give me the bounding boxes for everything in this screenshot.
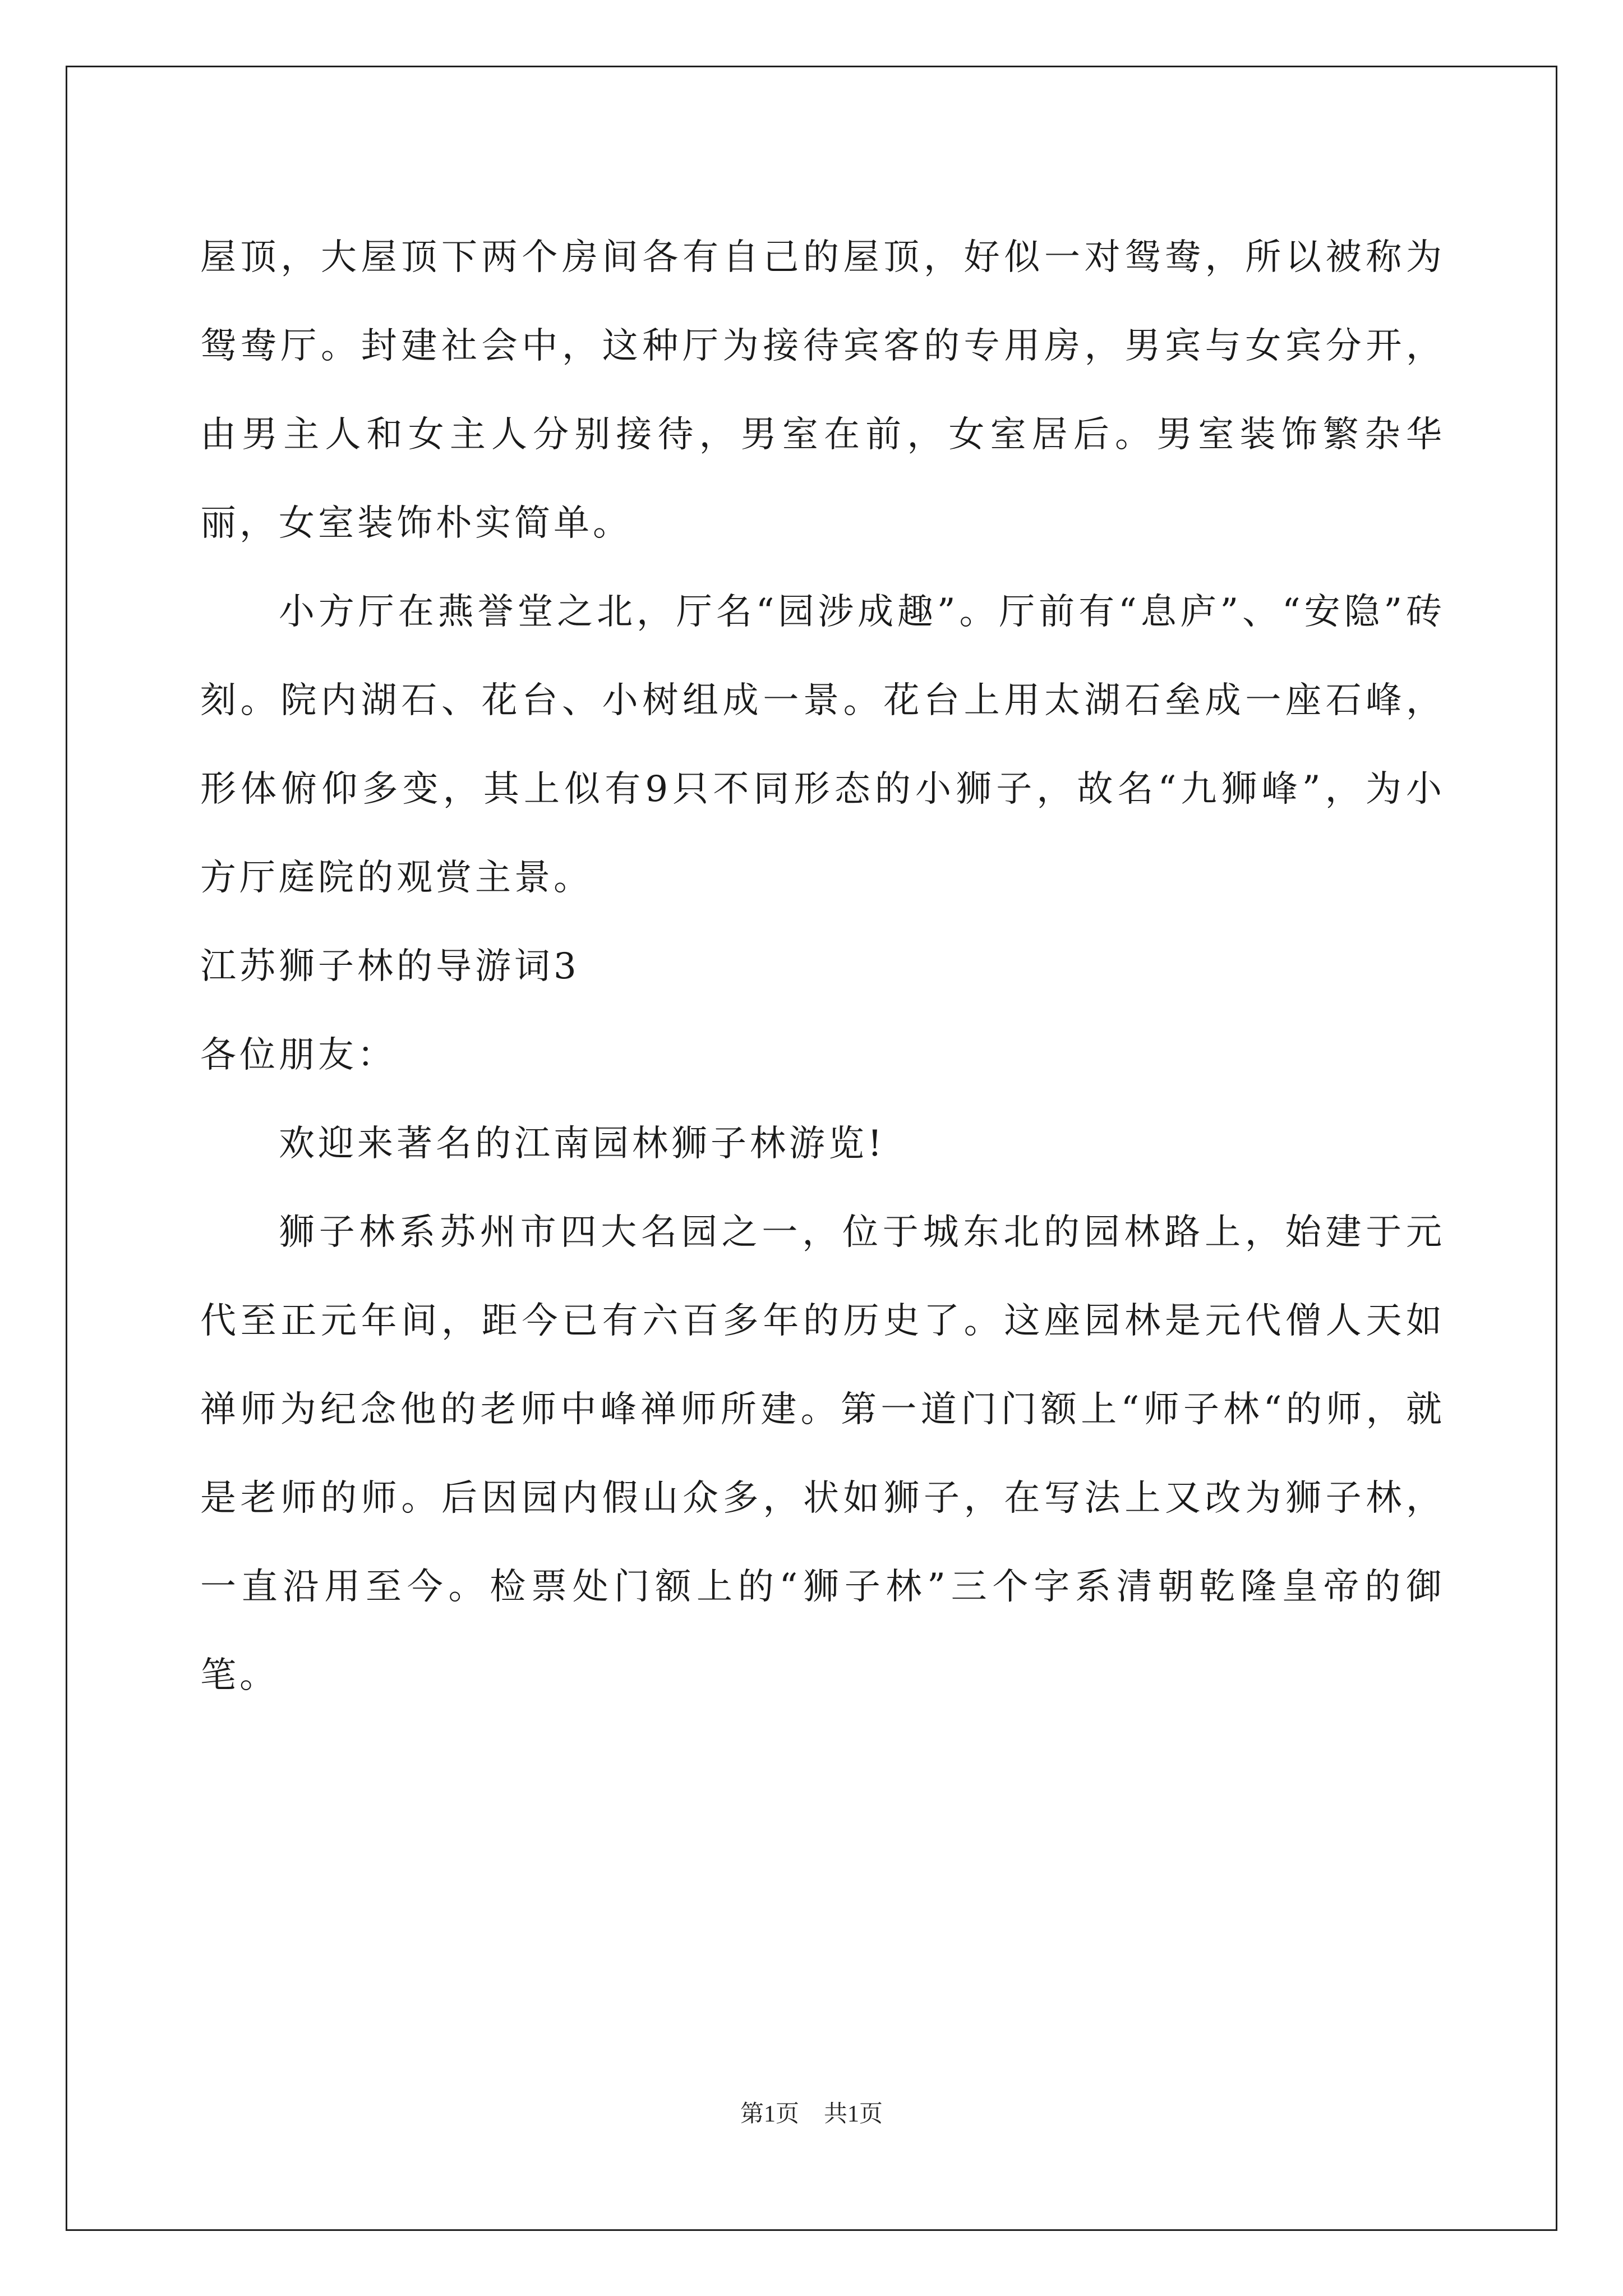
paragraph-welcome: 欢迎来著名的江南园林狮子林游览! [279, 1123, 886, 1165]
page-footer [0, 2095, 1623, 2129]
page-number: 第1页 [740, 2101, 799, 2127]
paragraph-yuanyang-hall: 屋顶，大屋顶下两个房间各有自己的屋顶，好似一对鸳鸯，所以被称为鸳鸯厅。封建社会中，这种厅为接待宾客的专用房，男宾与女宾分开，由男主人和女主人分别接待，男室在前，女室居后。男室装饰繁杂华丽，女室装饰朴实简单。 [200, 237, 1445, 544]
section-heading: 江苏狮子林的导游词3 [200, 946, 580, 987]
page-total: 共1页 [824, 2101, 883, 2127]
paragraph-lion-grove-history: 狮子林系苏州市四大名园之一，位于城东北的园林路上，始建于元代至正元年间，距今已有六百多年的历史了。这座园林是元代僧人天如禅师为纪念他的老师中峰禅师所建。第一道门门额上“师子林“的师，就是老师的师。后因园内假山众多，状如狮子，在写法上又改为狮子林，一直沿用至今。检票处门额上的“狮子林”三个字系清朝乾隆皇帝的御笔。 [200, 1212, 1445, 1696]
paragraph-small-square-hall: 小方厅在燕誉堂之北，厅名“园涉成趣”。厅前有“息庐”、“安隐”砖刻。院内湖石、花台、小树组成一景。花台上用太湖石垒成一座石峰，形体俯仰多变，其上似有9只不同形态的小狮子，故名“九狮峰”，为小方厅庭院的观赏主景。 [200, 591, 1445, 899]
salutation: 各位朋友： [200, 1034, 396, 1076]
document-body [200, 213, 1445, 1720]
